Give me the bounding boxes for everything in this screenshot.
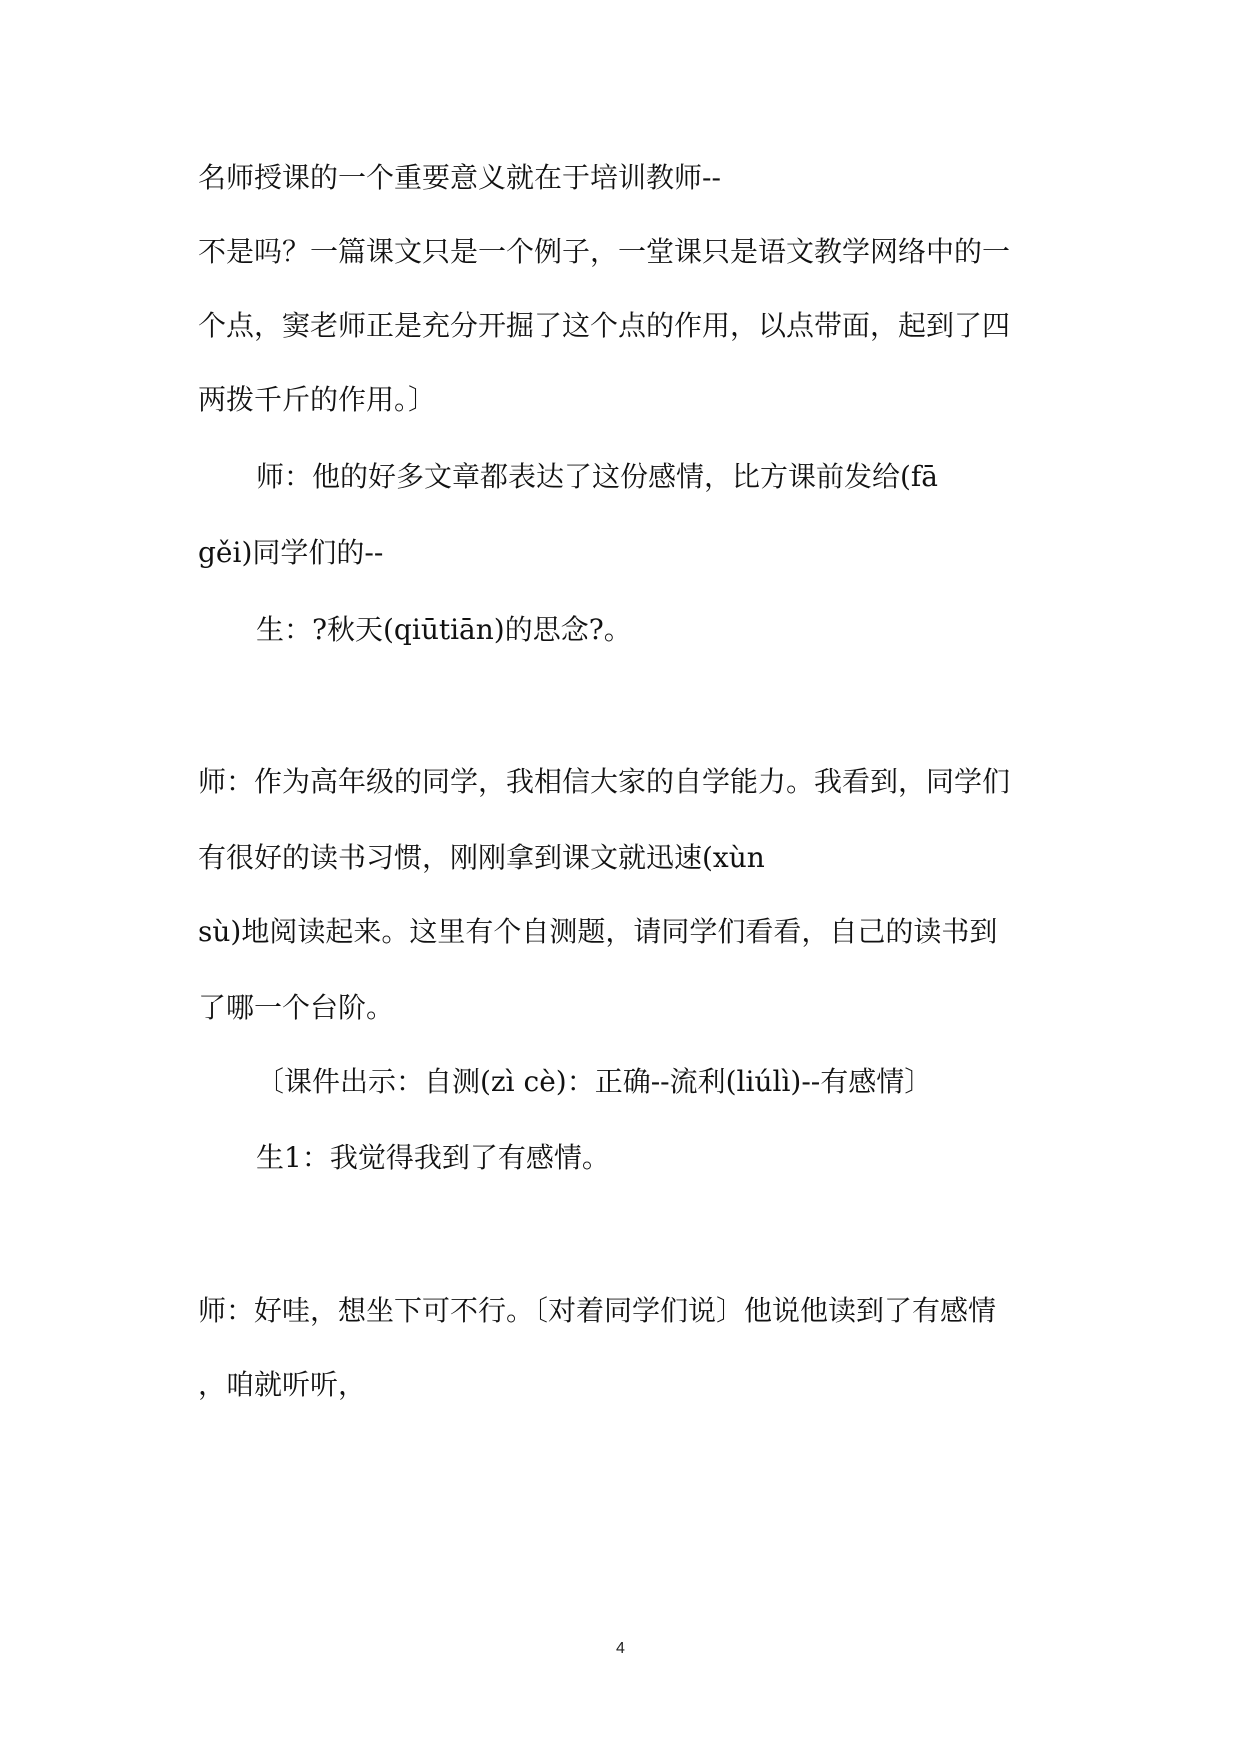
page-number: 4: [616, 1640, 625, 1657]
text-line-14: 师：好哇，想坐下可不行。〔对着同学们说〕他说他读到了有感情: [198, 1294, 997, 1327]
text-line-13: 生1：我觉得我到了有感情。: [256, 1141, 610, 1174]
text-line-3: 个点，窦老师正是充分开掘了这个点的作用，以点带面，起到了四: [198, 309, 1011, 342]
text-line-4: 两拨千斤的作用。〕: [198, 383, 437, 416]
text-line-6: gěi)同学们的--: [198, 536, 384, 569]
text-line-12: 〔课件出示：自测(zì cè)：正确--流利(liúlì)--有感情〕: [256, 1065, 933, 1098]
text-line-11: 了哪一个台阶。: [198, 991, 395, 1024]
text-line-7: 生：?秋天(qiūtiān)的思念?。: [256, 613, 632, 646]
text-line-9: 有很好的读书习惯，刚刚拿到课文就迅速(xùn: [198, 841, 765, 874]
text-line-15: ，咱就听听，: [198, 1368, 367, 1401]
text-line-5: 师：他的好多文章都表达了这份感情，比方课前发给(fā: [256, 460, 938, 493]
text-line-8: 师：作为高年级的同学，我相信大家的自学能力。我看到，同学们: [198, 765, 1011, 798]
text-line-10: sù)地阅读起来。这里有个自测题，请同学们看看，自己的读书到: [198, 915, 998, 948]
text-line-1: 名师授课的一个重要意义就在于培训教师--: [198, 161, 721, 194]
text-line-2: 不是吗？一篇课文只是一个例子，一堂课只是语文教学网络中的一: [198, 235, 1011, 268]
